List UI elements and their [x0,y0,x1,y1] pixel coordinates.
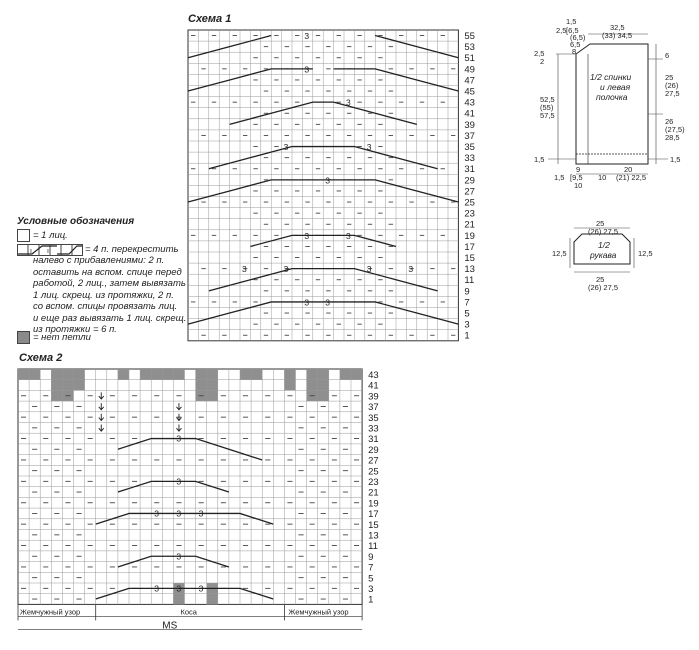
chart1-row-number: 1 [464,330,470,342]
chart2-row-number: 27 [368,455,379,467]
body-pattern-diagram [528,14,696,194]
chart2-row-number: 1 [368,594,374,606]
chart1-row-number: 55 [464,31,475,42]
chart1-row-number: 5 [464,308,470,320]
chart1-row-number: 11 [464,275,475,287]
chart1-row-number: 29 [464,175,475,187]
dim-text: 20 [624,165,633,174]
chart1-row-number: 49 [464,64,475,76]
chart2-cable-label: 3 [176,583,182,594]
dim-text: (33) 34,5 [602,31,633,40]
chart2-row-number: 9 [368,551,374,563]
legend-no-stitch-text: = нет петли [33,331,91,343]
chart1-row-number: 51 [464,53,475,65]
chart1-row-number: 43 [464,97,475,109]
chart2-row-number: 33 [368,423,379,435]
chart1-cable-label: 3 [366,142,372,152]
dim-text: (26) 27,5 [588,227,619,236]
legend-cross-line: налево с прибавлениями: 2 п. [33,255,165,266]
chart1-row-number: 33 [464,153,475,165]
no-stitch-symbol-icon [17,331,30,344]
chart1-cable-label: 3 [408,264,414,275]
dim-text: 2 [540,57,545,66]
chart2-row-number: 37 [368,402,379,414]
body-label: 1/2 спинки [590,72,632,82]
dim-text: 6,5 [570,40,581,49]
dim-text: 32,5 [610,23,625,32]
chart2-row-number: 35 [368,412,379,424]
legend-cross-line: 1 лиц. скрещ. из протяжки, 2 п. [33,289,174,301]
svg-text:ı: ı [47,248,49,255]
legend-knit [17,229,68,242]
sleeve-label: 1/2 [598,240,610,250]
chart2-row-number: 43 [368,370,379,381]
chart1-cable-label: 3 [366,264,372,275]
chart1-row-number: 37 [464,130,475,142]
chart1-row-number: 3 [464,319,470,331]
chart1-row-number: 21 [464,219,475,231]
chart1-row-number: 15 [464,253,475,264]
chart1-cable-label: 3 [283,142,289,152]
chart1-cable-label: 3 [304,230,310,241]
chart2-cable-label: 3 [198,583,204,594]
chart1-row-number: 13 [464,264,475,276]
chart2-section-label: Коса [180,607,197,617]
chart2-row-number: 31 [368,434,379,446]
chart1-row-number: 7 [464,297,470,309]
chart1-cable-label: 3 [304,64,310,75]
chart1-row-number: 47 [464,75,475,87]
dim-text: 25 [665,73,674,82]
chart2-no-stitch-cell [118,369,129,380]
dim-text: 25 [596,220,605,228]
legend-cross-line: со вспом. спицы провязать лиц. [33,301,178,312]
chart2-row-number: 11 [368,541,378,553]
sleeve-pattern-diagram [552,220,692,300]
dim-text: 8 [572,47,577,56]
dim-text: 1,5 [566,17,577,26]
legend-title: Условные обозначения [17,216,135,227]
chart2-row-number: 15 [368,519,379,531]
scheme1-title: Схема 1 [188,13,232,25]
chart2-row-number: 41 [368,380,379,392]
legend-cross-text [85,244,275,256]
chart2-row-number: 7 [368,562,374,574]
chart2-row-number: 19 [368,498,379,510]
legend-knit-text: = 1 лиц. [33,229,68,241]
dim-text: 9 [576,165,581,174]
chart2-row-number: 13 [368,530,379,542]
dim-text: [9,5 [570,173,583,182]
chart2-row-number: 21 [368,487,379,499]
chart1-cable-label: 3 [304,31,310,41]
dim-text: 10 [574,181,583,190]
chart2-row-number: 39 [368,391,379,403]
legend-cross-line: и еще раз вывязать 1 лиц. скрещ. [33,312,187,324]
chart1-row-number: 45 [464,86,475,98]
dim-text: 26 [665,117,674,126]
chart1-cable-label: 3 [325,175,330,186]
knit-symbol-icon [17,229,30,242]
dim-text: 25 [596,275,605,284]
dim-text: 2,5 [556,26,567,35]
scheme2-chart [14,367,406,647]
legend-cross-line: из протяжки = 6 п. [33,324,117,335]
chart1-cable-label: 3 [346,97,351,108]
chart2-cable-label: 3 [176,433,182,444]
chart2-section-label: Жемчужный узор [20,607,81,617]
chart2-cable-label: 3 [176,476,182,487]
dim-text: 1,5 [670,155,681,164]
dim-text: 52,5 [540,95,555,104]
dim-text: 1,5 [554,173,565,182]
chart1-cable-label: 3 [242,264,247,275]
legend-no-stitch [17,331,91,344]
body-label: полочка [596,92,628,102]
dim-text: (26) 27,5 [588,283,619,292]
chart2-row-number: 5 [368,573,374,585]
dim-text: (55) [540,103,554,112]
svg-text:ı: ı [30,248,32,255]
chart1-row-number: 23 [464,208,475,220]
chart1-row-number: 41 [464,108,475,120]
chart2-cable-label: 3 [154,508,159,519]
chart2-row-number: 25 [368,466,379,478]
dim-text: 12,5 [552,249,567,258]
dim-text: (21) 22,5 [616,173,647,182]
legend-cross-line: оставить на вспом. спице перед [33,266,182,278]
dim-text: 10 [598,173,607,182]
dim-text: (26) [665,81,679,90]
chart2-cable-label: 3 [198,508,204,519]
chart1-row-number: 17 [464,241,475,253]
chart1-cable-label: 3 [346,230,351,241]
dim-text: [6,5 [566,26,579,35]
chart2-cable-label: 3 [176,508,182,519]
chart1-row-number: 9 [464,286,470,298]
chart1-row-number: 39 [464,119,475,131]
dim-text: 28,5 [665,133,680,142]
dim-text: 2,5 [534,49,545,58]
dim-text: 57,5 [540,111,555,120]
dim-text: 6 [665,51,670,60]
chart2-section-label: Жемчужный узор [288,607,349,617]
sleeve-label: рукава [590,250,617,260]
chart1-cable-label: 3 [325,297,330,308]
chart1-cable-label: 3 [304,297,310,308]
body-label: и левая [600,82,631,92]
chart2-cable-label: 3 [154,583,159,594]
chart2-row-number: 29 [368,444,379,456]
dim-text: 12,5 [638,249,653,258]
chart2-total-label: MS [162,620,178,632]
chart1-row-number: 25 [464,197,475,209]
legend-cross-line: = 4 п. перекрестить [85,244,179,255]
dim-text: (27,5) [665,125,685,134]
dim-text: 1,5 [534,155,545,164]
chart1-row-number: 19 [464,230,475,242]
chart2-cable-label: 3 [176,551,182,562]
chart2-row-number: 17 [368,509,379,521]
legend-cross-line: работой, 2 лиц., затем вывязать [33,278,186,289]
dim-text: 27,5 [665,89,680,98]
chart1-row-number: 27 [464,186,475,198]
chart1-row-number: 31 [464,164,475,176]
chart1-cable-label: 3 [283,264,289,275]
chart2-row-number: 23 [368,477,379,488]
scheme2-title: Схема 2 [19,352,63,364]
chart1-row-number: 53 [464,42,475,54]
scheme1-chart [186,28,501,348]
dim-text: (6,5) [570,33,586,42]
legend-cross-desc [17,255,217,336]
chart2-row-number: 3 [368,584,374,595]
chart1-row-number: 35 [464,142,475,153]
